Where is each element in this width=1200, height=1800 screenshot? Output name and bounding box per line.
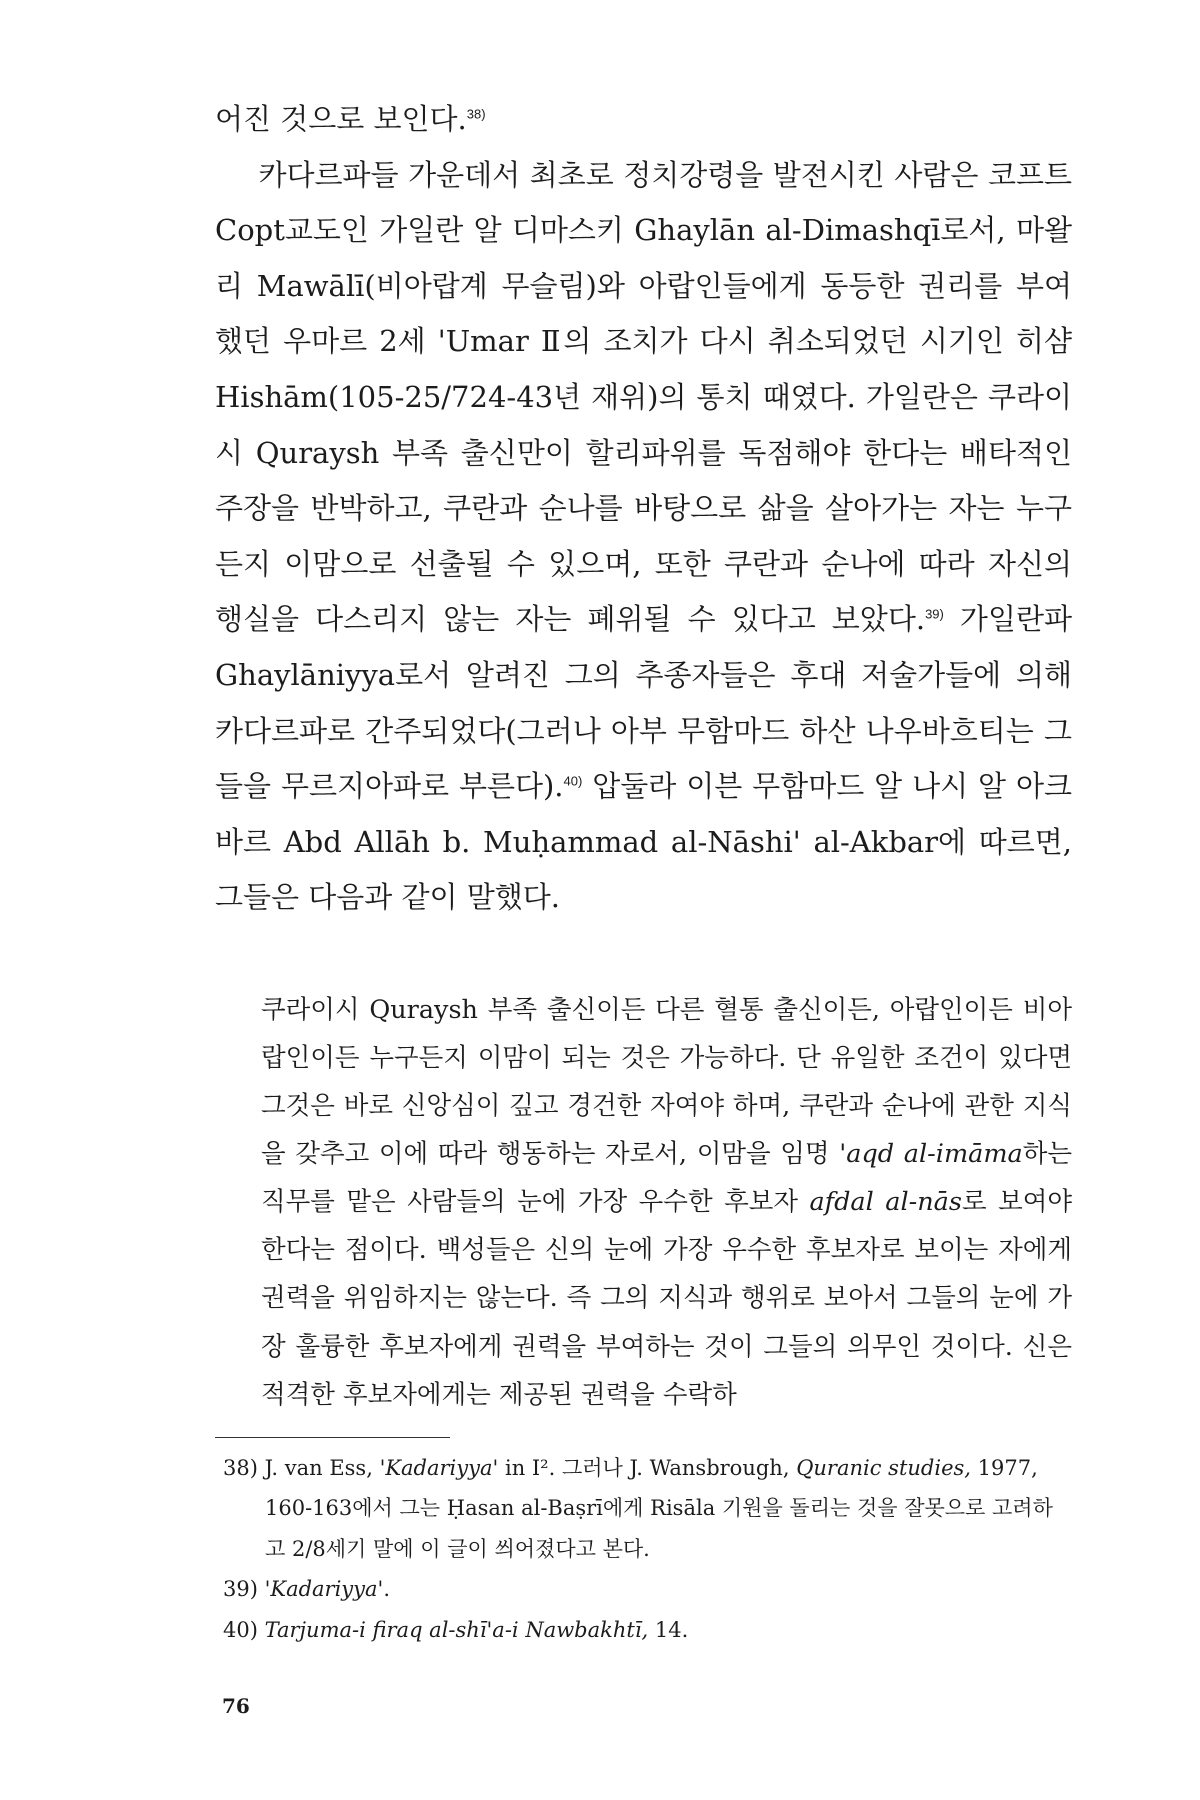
footnote-text: in I². 그러나 J. Wansbrough, [498,1455,797,1480]
quote-text-3: 로 보여야 한다는 점이다. 백성들은 신의 눈에 가장 우수한 후보자로 보이는 자에게 권력을 위임하지는 않는다. 즉 그의 지식과 행위로 보아서 그들의 눈에 가장 훌륭한 후보자에게 권력을 부여하는 것이 그들의 의무인 것이다. 신은 적격한 후보자에게는 제공된 권력을 수락하 [261,1187,1072,1410]
footnote-39 [223,1569,1072,1610]
footnote-text: J. van Ess, [257,1455,380,1480]
quote-italic-aqd: 'aqd al-imāma [839,1139,1023,1170]
footnote-38 [223,1448,1072,1570]
quote-text-2: 하는 직무를 맡은 사람들의 눈에 가장 우수한 후보자 [261,1139,1072,1218]
paragraph-2-text: 카다르파들 가운데서 최초로 정치강령을 발전시킨 사람은 코프트 Copt교도인 가일란 알 디마스키 Ghaylān al-Dimashqī로서, 마왈리 Mawālī(비아랍계 무슬림)와 아랍인들에게 동등한 권리를 부여했던 우마르 2세 'Umar Ⅱ의 조치가 다시 취소되었던 시기인 히샴 Hishām(105-25/724-43년 재위)의 통치 때였다. 가일란은 쿠라이시 Quraysh 부족 출신만이 할리파위를 독점해야 한다는 배타적인 주장을 반박하고, 쿠란과 순나를 바탕으로 삶을 살아가는 자는 누구든지 이맘으로 선출될 수 있으며, 또한 쿠란과 순나에 따라 자신의 행실을 다스리지 않는 자는 폐위될 수 있다고 보았다. [215,157,1072,637]
footnote-text: 14. [648,1617,689,1642]
paragraph-2 [215,148,1072,926]
page-number: 76 [222,1694,250,1718]
line-start: 어진 것으로 보인다. [215,102,467,136]
footnote-italic: Quranic studies, [796,1455,971,1480]
footnote-text: 1977, 160-163에서 그는 Ḥasan al-Baṣrī에게 Risāla 기원을 돌리는 것을 잘못으로 고려하고 2/8세기 말에 이 글이 씌어졌다고 본다. [265,1455,1053,1561]
footnote-italic: 'Kadariyya' [264,1577,384,1602]
quote-italic-afdal: afdal al-nās [809,1187,962,1218]
page-body [215,92,1072,1650]
footnote-40 [223,1610,1072,1651]
footnote-text: . [383,1577,391,1602]
footnote-ref-40[interactable]: 40) [563,773,583,789]
paragraph-2-text-c: 압둘라 이븐 무함마드 알 나시 알 아크바르 Abd Allāh b. Muḥammad al-Nāshi' al-Akbar에 따르면, 그들은 다음과 같이 말했다. [215,769,1072,915]
quote-text-1: 쿠라이시 Quraysh 부족 출신이든 다른 혈통 출신이든, 아랍인이든 비아랍인이든 누구든지 이맘이 되는 것은 가능하다. 단 유일한 조건이 있다면 그것은 바로 신앙심이 깊고 경건한 자여야 하며, 쿠란과 순나에 관한 지식을 갖추고 이에 따라 행동하는 자로서, 이맘을 임명 [261,994,1072,1170]
block-quote [215,986,1072,1419]
footnote-number: 39) [223,1577,258,1602]
footnote-italic: Tarjuma-i firaq al-shī'a-i Nawbakhtī, [264,1617,649,1642]
footnotes [215,1448,1072,1651]
main-paragraph [215,92,1072,926]
footnote-number: 38) [223,1455,258,1480]
footnote-ref-39[interactable]: 39) [925,606,944,622]
paragraph-2-text-b: 가일란파 Ghaylāniyya로서 알려진 그의 추종자들은 후대 저술가들에 의해 카다르파로 간주되었다(그러나 아부 무함마드 하산 나우바흐티는 그들을 무르지아파로 부른다). [215,602,1072,804]
footnote-ref-38[interactable]: 38) [466,106,486,122]
footnote-divider [215,1437,450,1438]
footnote-italic: 'Kadariyya' [379,1455,499,1480]
footnote-number: 40) [223,1617,258,1642]
